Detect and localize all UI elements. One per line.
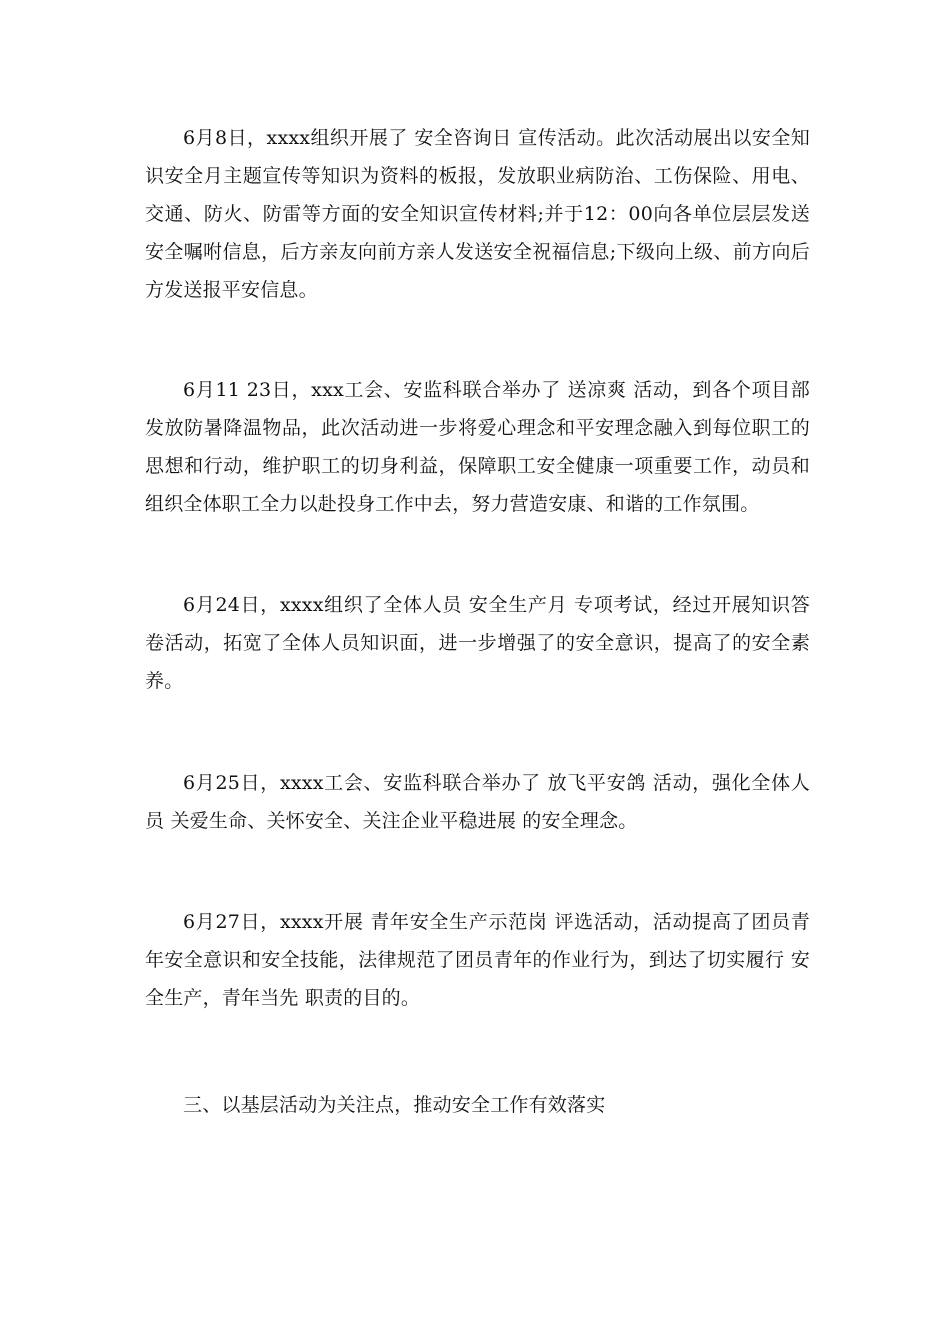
paragraph-june-24: 6月24日，xxxx组织了全体人员 安全生产月 专项考试，经过开展知识答卷活动，拓宽了全体人员知识面，进一步增强了的安全意识，提高了的安全素养。 bbox=[145, 594, 810, 692]
section-heading-three: 三、以基层活动为关注点，推动安全工作有效落实 bbox=[183, 1094, 606, 1116]
paragraph-june-8: 6月8日，xxxx组织开展了 安全咨询日 宣传活动。此次活动展出以安全知识安全月主题宣传等知识为资料的板报，发放职业病防治、工伤保险、用电、交通、防火、防雷等方面的安全知识宣传材料;并于12：00向各单位层层发送安全嘱咐信息，后方亲友向前方亲人发送安全祝福信息;下级向上级、前方向后方发送报平安信息。 bbox=[145, 127, 810, 301]
paragraph-june-11-23: 6月11 23日，xxx工会、安监科联合举办了 送凉爽 活动，到各个项目部发放防暑降温物品，此次活动进一步将爱心理念和平安理念融入到每位职工的思想和行动，维护职工的切身利益，保障职工安全健康一项重要工作，动员和组织全体职工全力以赴投身工作中去，努力营造安康、和谐的工作氛围。 bbox=[145, 379, 810, 515]
paragraph-june-27: 6月27日，xxxx开展 青年安全生产示范岗 评选活动，活动提高了团员青年安全意识和安全技能，法律规范了团员青年的作业行为，到达了切实履行 安全生产，青年当先 职责的目的。 bbox=[145, 911, 810, 1009]
paragraph-june-25: 6月25日，xxxx工会、安监科联合举办了 放飞平安鸽 活动，强化全体人员 关爱生命、关怀安全、关注企业平稳进展 的安全理念。 bbox=[145, 772, 810, 832]
